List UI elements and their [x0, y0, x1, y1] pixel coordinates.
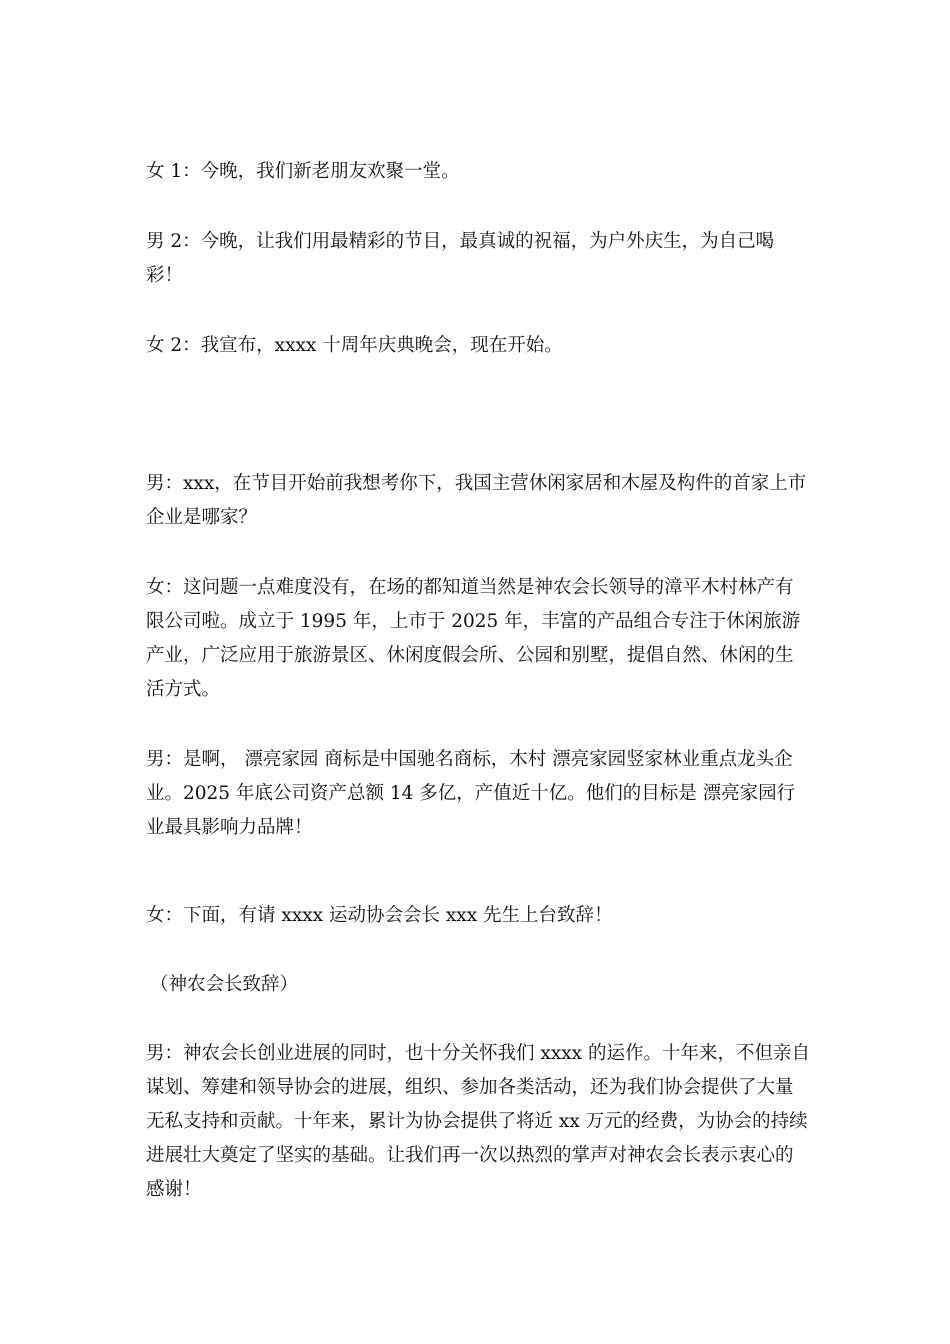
paragraph-male-thanks: 男：神农会长创业进展的同时，也十分关怀我们 xxxx 的运作。十年来，不但亲自谋划、筹建和领导协会的进展，组织、参加各类活动，还为我们协会提供了大量无私支持和贡献。十年来，累计为协会提供了将近 xx 万元的经费，为协会的持续进展壮大奠定了坚实的基础。让我们再一次以热烈的掌声对神农会长表示衷心的感谢！ [146, 1043, 810, 1200]
paragraph-female2-announcement: 女 2：我宣布，xxxx 十周年庆典晚会，现在开始。 [146, 335, 563, 356]
paragraph-female1-opening: 女 1：今晚，我们新老朋友欢聚一堂。 [146, 161, 460, 182]
paragraph-female-invitation: 女：下面，有请 xxxx 运动协会会长 xxx 先生上台致辞！ [146, 905, 613, 926]
paragraph-male-question: 男：xxx，在节目开始前我想考你下，我国主营休闲家居和木屋及构件的首家上市企业是哪家？ [146, 473, 807, 528]
paragraph-male-brand: 男：是啊， 漂亮家园 商标是中国驰名商标，木村 漂亮家园竖家林业重点龙头企业。2025 年底公司资产总额 14 多亿，产值近十亿。他们的目标是 漂亮家园行业最具影响力品牌！ [146, 749, 796, 838]
paragraph-male2-blessing: 男 2：今晚，让我们用最精彩的节目，最真诚的祝福，为户外庆生，为自己喝彩！ [146, 231, 775, 286]
paragraph-female-company-intro: 女：这问题一点难度没有，在场的都知道当然是神农会长领导的漳平木村林产有限公司啦。成立于 1995 年，上市于 2025 年，丰富的产品组合专注于休闲旅游产业，广泛应用于旅游景区、休闲度假会所、公园和别墅，提倡自然、休闲的生活方式。 [146, 577, 801, 700]
paragraph-stage-direction: （神农会长致辞） [150, 974, 299, 995]
